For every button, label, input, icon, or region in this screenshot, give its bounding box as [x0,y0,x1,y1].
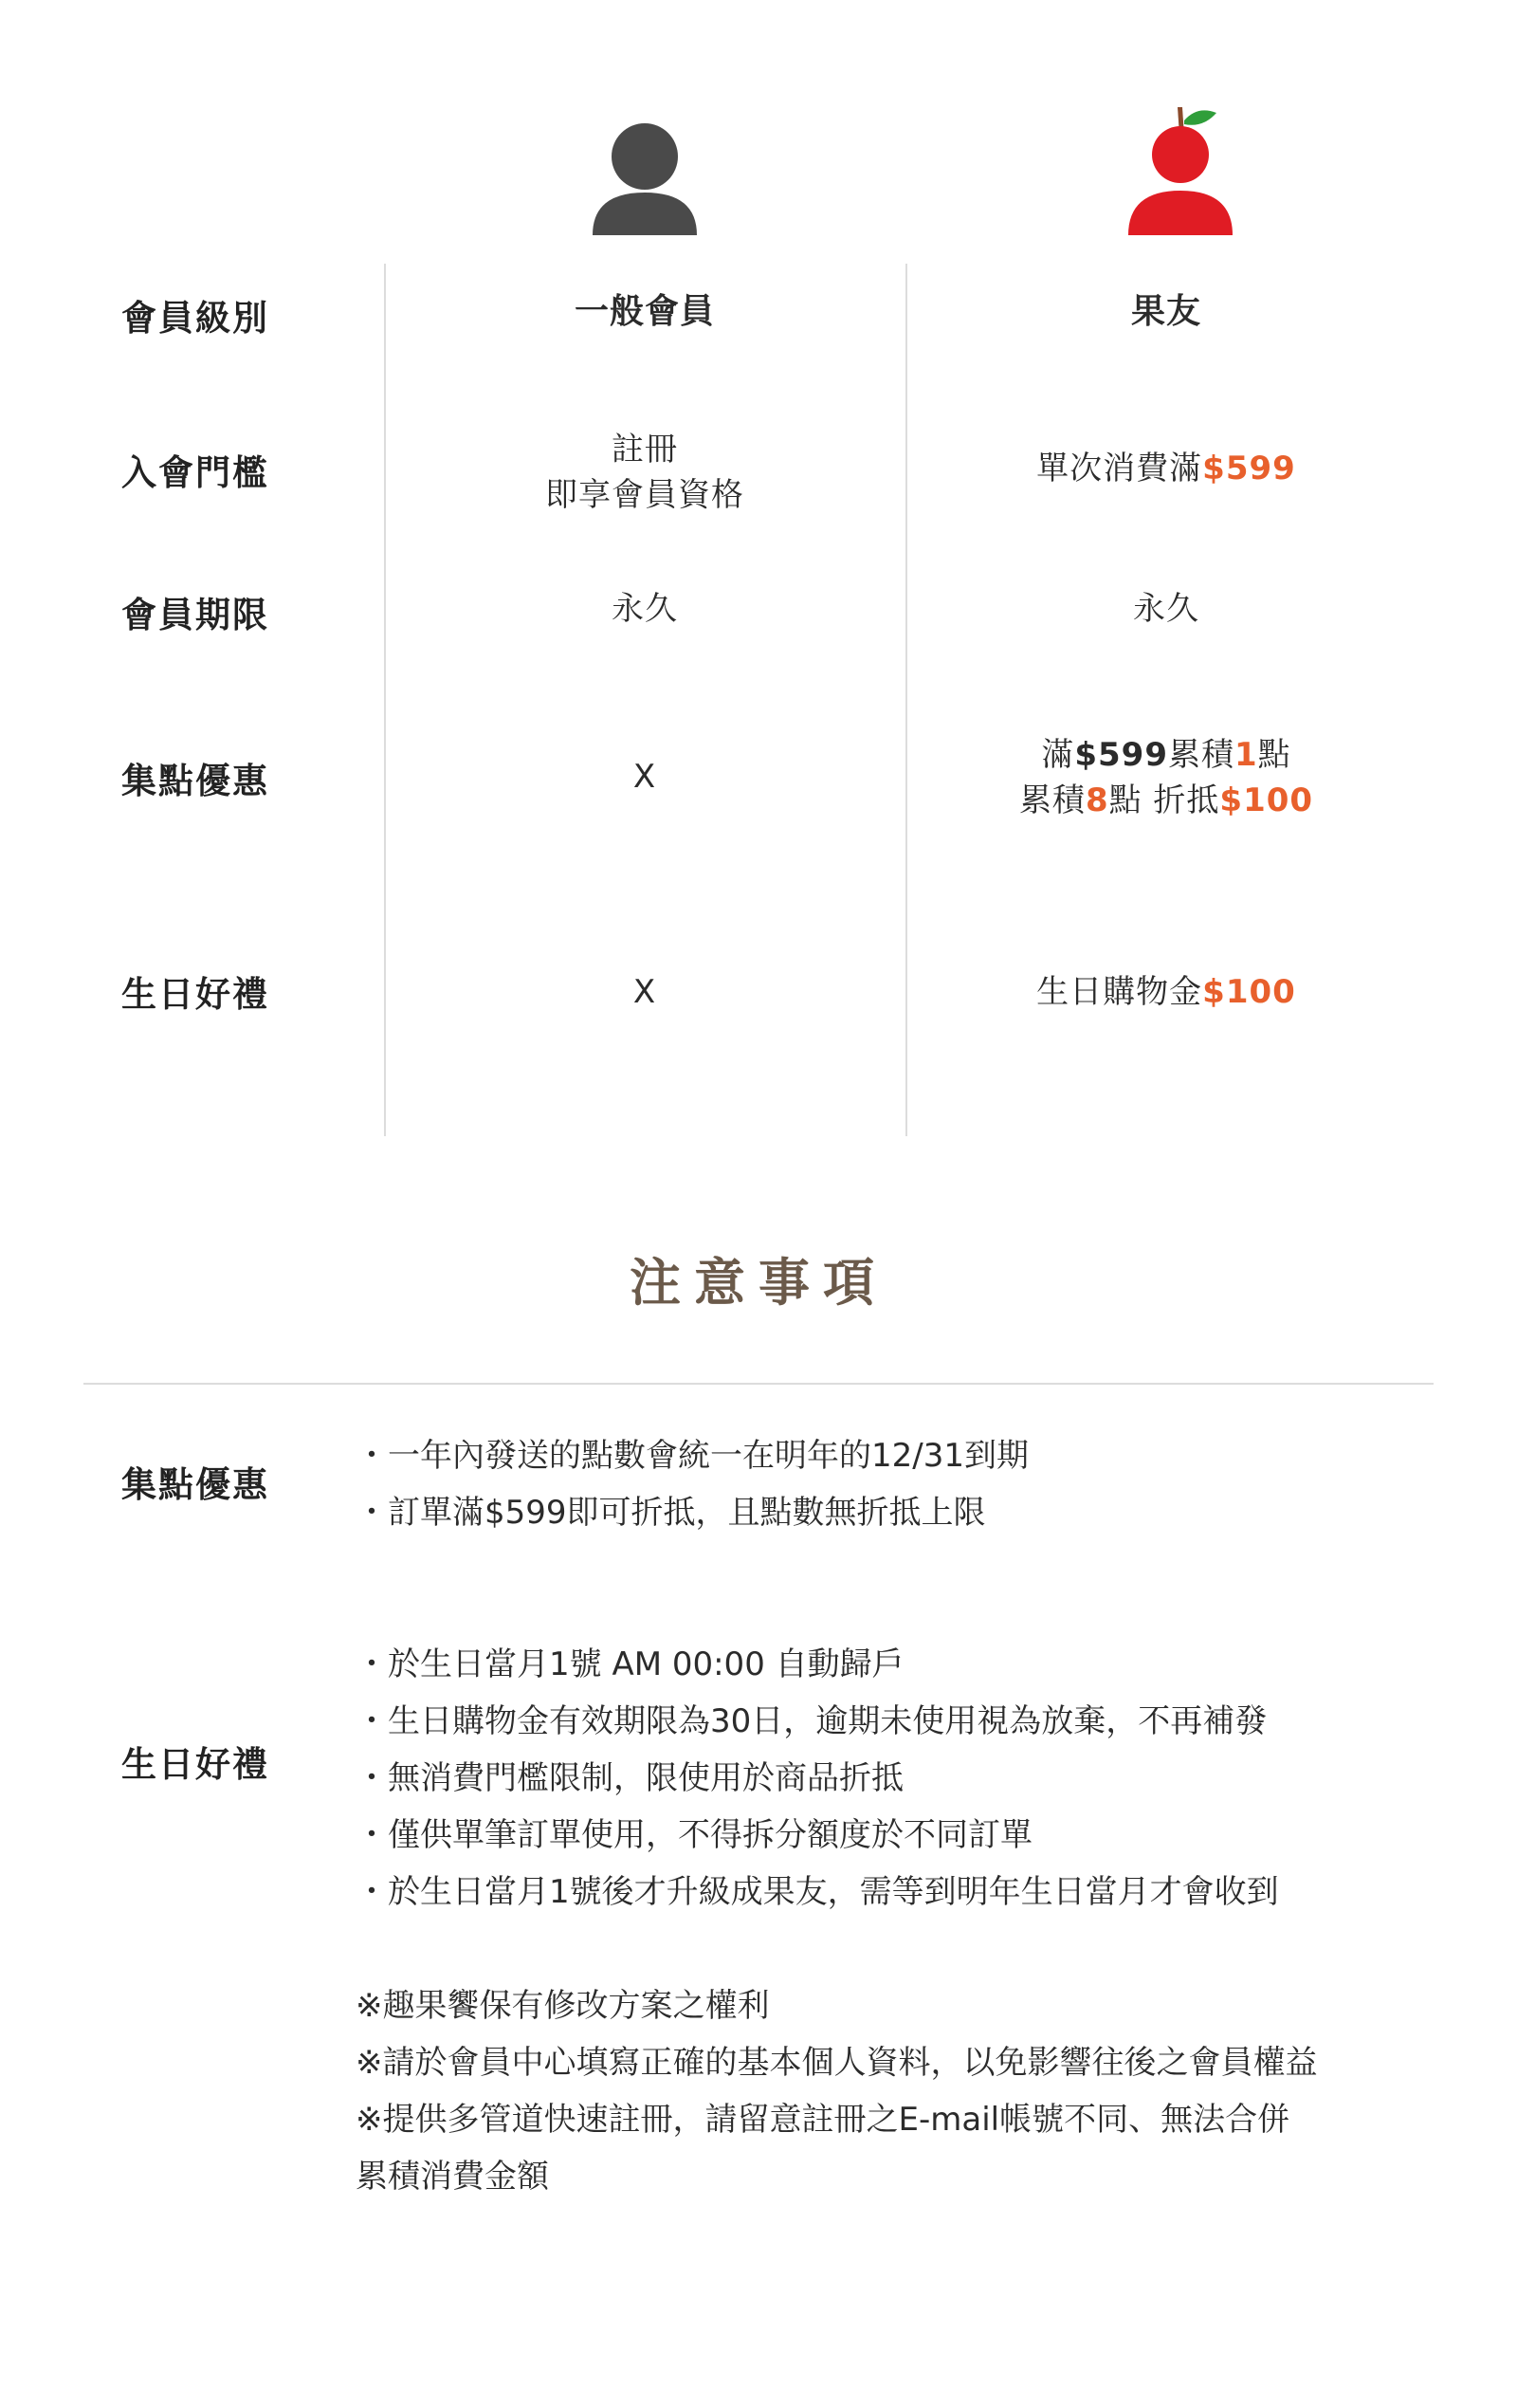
points-discount: $100 [1219,781,1314,819]
row-label-threshold: 入會門檻 [121,452,269,493]
threshold-fruit-text: 單次消費滿 [1036,450,1203,487]
row-label-points: 集點優惠 [121,761,269,801]
points-count: 8 [1085,781,1109,819]
notes-remarks [356,1977,1446,2205]
remark-item: ※提供多管道快速註冊，請留意註冊之E-mail帳號不同、無法合併 [356,2101,1290,2139]
remark-item: ※趣果饗保有修改方案之權利 [356,1987,770,2025]
birthday-fruit-text: 生日購物金 [1036,973,1203,1011]
period-general: 永久 [612,590,678,628]
threshold-general-line1: 註冊 [612,431,678,469]
notes-divider [83,1383,1434,1385]
threshold-fruit [910,446,1422,491]
notes-label-birthday: 生日好禮 [121,1744,269,1785]
birthday-fruit [910,969,1422,1015]
remark-item: 累積消費金額 [356,2158,549,2196]
note-item: ・生日購物金有效期限為30日，逾期未使用視為放棄，不再補發 [356,1702,1268,1740]
points-general: X [632,758,657,796]
note-item: ・一年內發送的點數會統一在明年的12/31到期 [356,1437,1029,1475]
points-fruit [910,732,1422,823]
apple-person-icon [1124,100,1237,237]
points-text: 累積 [1018,781,1086,819]
person-icon [588,119,702,237]
points-amount: $599 [1074,736,1168,774]
points-fruit-line1 [910,732,1422,778]
row-label-birthday: 生日好禮 [121,974,269,1015]
note-item: ・無消費門檻限制，限使用於商品折抵 [356,1759,904,1797]
points-text: 累積 [1167,736,1234,774]
threshold-fruit-amount: $599 [1202,450,1296,487]
column-header-general: 一般會員 [574,292,715,331]
notes-title: 注意事項 [630,1253,887,1313]
remark-item: ※請於會員中心填寫正確的基本個人資料，以免影響往後之會員權益 [356,2044,1318,2082]
threshold-general-line2: 即享會員資格 [545,476,744,514]
note-item: ・於生日當月1號後才升級成果友，需等到明年生日當月才會收到 [356,1873,1279,1911]
row-label-period: 會員期限 [121,595,269,635]
points-count: 1 [1234,736,1258,774]
period-fruit: 永久 [1133,590,1199,628]
notes-birthday-list [356,1636,1446,1921]
column-header-fruit: 果友 [1130,292,1201,331]
points-text: 滿 [1041,736,1075,774]
birthday-general: X [632,973,657,1011]
column-divider [384,264,386,1136]
note-item: ・僅供單筆訂單使用，不得拆分額度於不同訂單 [356,1816,1033,1854]
points-text: 點 折抵 [1108,781,1220,819]
points-text: 點 [1257,736,1291,774]
row-label-level: 會員級別 [121,298,269,339]
notes-points-list [356,1427,1446,1541]
note-item: ・訂單滿$599即可折抵，且點數無折抵上限 [356,1494,986,1532]
notes-label-points: 集點優惠 [121,1464,269,1505]
threshold-general [389,427,901,518]
note-item: ・於生日當月1號 AM 00:00 自動歸戶 [356,1645,905,1683]
birthday-fruit-amount: $100 [1202,973,1296,1011]
column-divider [905,264,907,1136]
points-fruit-line2 [910,778,1422,823]
